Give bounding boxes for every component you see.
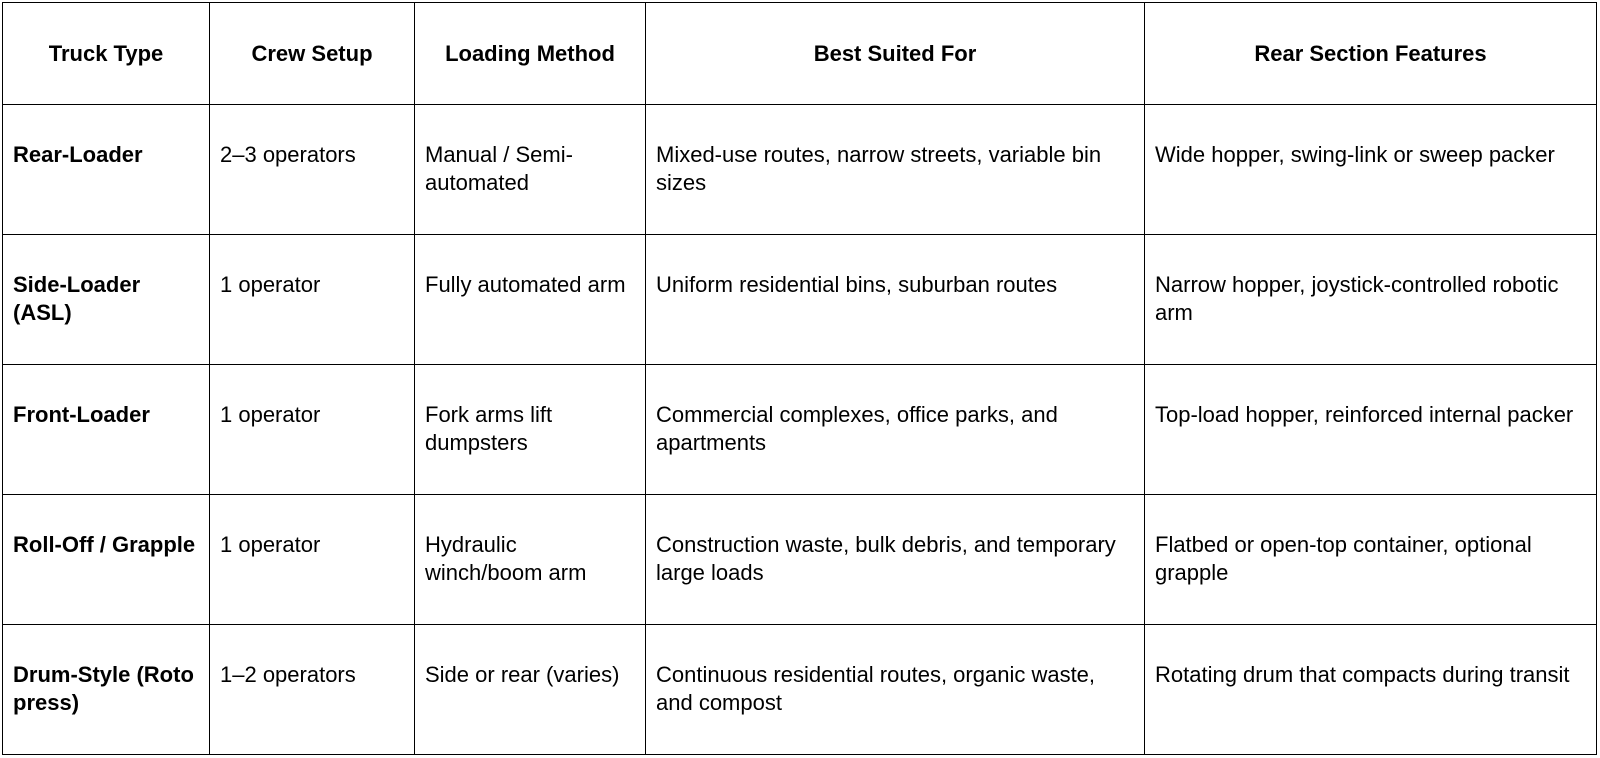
table-body — [3, 105, 1597, 755]
cell-best-suited-for: Continuous residential routes, organic waste, and compost — [646, 625, 1145, 755]
header-best-suited-for: Best Suited For — [646, 3, 1145, 105]
table-row — [3, 365, 1597, 495]
cell-rear-section-features: Narrow hopper, joystick-controlled robotic arm — [1145, 235, 1597, 365]
header-crew-setup: Crew Setup — [210, 3, 415, 105]
cell-loading-method: Hydraulic winch/boom arm — [415, 495, 646, 625]
cell-crew-setup: 1 operator — [210, 365, 415, 495]
cell-crew-setup: 1–2 operators — [210, 625, 415, 755]
cell-crew-setup: 2–3 operators — [210, 105, 415, 235]
cell-truck-type: Front-Loader — [3, 365, 210, 495]
cell-best-suited-for: Mixed-use routes, narrow streets, variable bin sizes — [646, 105, 1145, 235]
truck-comparison-table — [2, 2, 1597, 755]
cell-crew-setup: 1 operator — [210, 235, 415, 365]
cell-loading-method: Fork arms lift dumpsters — [415, 365, 646, 495]
cell-best-suited-for: Commercial complexes, office parks, and apartments — [646, 365, 1145, 495]
table-row — [3, 235, 1597, 365]
table-row — [3, 495, 1597, 625]
header-loading-method: Loading Method — [415, 3, 646, 105]
table-header — [3, 3, 1597, 105]
cell-loading-method: Fully automated arm — [415, 235, 646, 365]
header-row — [3, 3, 1597, 105]
cell-loading-method: Manual / Semi-automated — [415, 105, 646, 235]
cell-rear-section-features: Wide hopper, swing-link or sweep packer — [1145, 105, 1597, 235]
header-truck-type: Truck Type — [3, 3, 210, 105]
cell-best-suited-for: Construction waste, bulk debris, and temporary large loads — [646, 495, 1145, 625]
cell-rear-section-features: Flatbed or open-top container, optional grapple — [1145, 495, 1597, 625]
header-rear-section-features: Rear Section Features — [1145, 3, 1597, 105]
cell-loading-method: Side or rear (varies) — [415, 625, 646, 755]
table-row — [3, 625, 1597, 755]
cell-crew-setup: 1 operator — [210, 495, 415, 625]
cell-rear-section-features: Rotating drum that compacts during transit — [1145, 625, 1597, 755]
cell-truck-type: Side-Loader (ASL) — [3, 235, 210, 365]
cell-truck-type: Drum-Style (Roto press) — [3, 625, 210, 755]
cell-truck-type: Rear-Loader — [3, 105, 210, 235]
table-row — [3, 105, 1597, 235]
cell-best-suited-for: Uniform residential bins, suburban routes — [646, 235, 1145, 365]
cell-rear-section-features: Top-load hopper, reinforced internal packer — [1145, 365, 1597, 495]
cell-truck-type: Roll-Off / Grapple — [3, 495, 210, 625]
